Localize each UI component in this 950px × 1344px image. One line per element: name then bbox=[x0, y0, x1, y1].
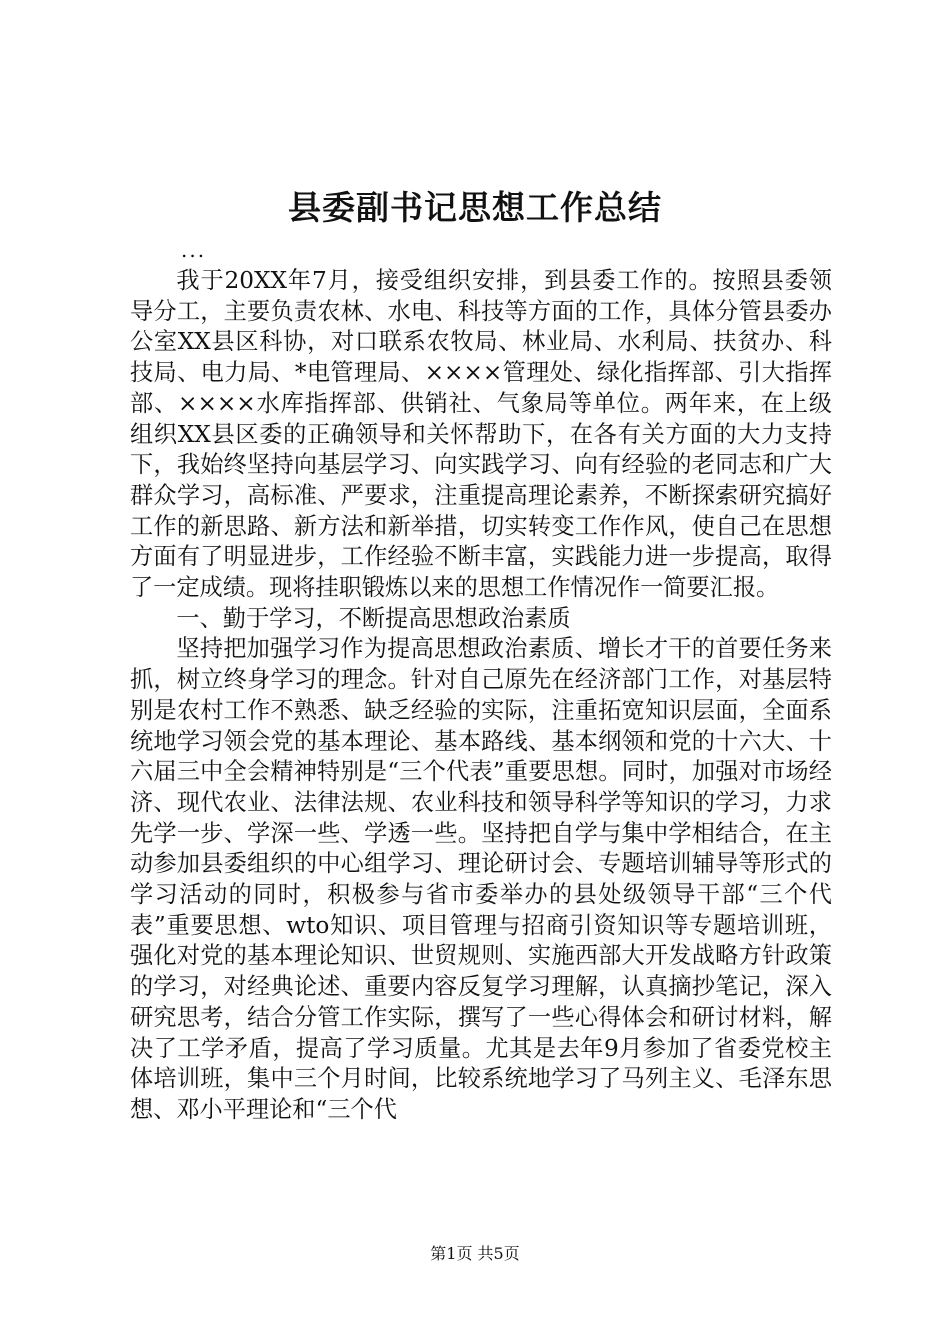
paragraph-study: 坚持把加强学习作为提高思想政治素质、增长才干的首要任务来抓，树立终身学习的理念。针对自己原先在经济部门工作，对基层特别是农村工作不熟悉、缺乏经验的实际，注重拓宽知识层面，全面系统地学习领会党的基本理论、基本路线、基本纲领和党的十六大、十六届三中全会精神特别是“三个代表”重要思想。同时，加强对市场经济、现代农业、法律法规、农业科技和领导科学等知识的学习，力求先学一步、学深一些、学透一些。坚持把自学与集中学相结合，在主动参加县委组织的中心组学习、理论研讨会、专题培训辅导等形式的学习活动的同时，积极参与省市委举办的县处级领导干部“三个代表”重要思想、wto知识、项目管理与招商引资知识等专题培训班，强化对党的基本理论知识、世贸规则、实施西部大开发战略方针政策的学习，对经典论述、重要内容反复学习理解，认真摘抄笔记，深入研究思考，结合分管工作实际，撰写了一些心得体会和研讨材料，解决了工学矛盾，提高了学习质量。尤其是去年9月参加了省委党校主体培训班，集中三个月时间，比较系统地学习了马列主义、毛泽东思想、邓小平理论和“三个代 bbox=[130, 635, 832, 1123]
ellipsis-marker: ... bbox=[181, 238, 207, 262]
paragraph-intro: 我于20XX年7月，接受组织安排，到县委工作的。按照县委领导分工，主要负责农林、水电、科技等方面的工作，具体分管县委办公室XX县区科协，对口联系农牧局、林业局、水利局、扶贫办、科技局、电力局、*电管理局、××××管理处、绿化指挥部、引大指挥部、××××水库指挥部、供销社、气象局等单位。两年来，在上级组织XX县区委的正确领导和关怀帮助下，在各有关方面的大力支持下，我始终坚持向基层学习、向实践学习、向有经验的老同志和广大群众学习，高标准、严要求，注重提高理论素养，不断探索研究搞好工作的新思路、新方法和新举措，切实转变工作作风，使自己在思想方面有了明显进步，工作经验不断丰富，实践能力进一步提高，取得了一定成绩。现将挂职锻炼以来的思想工作情况作一简要汇报。 bbox=[130, 267, 832, 602]
section-heading-1: 一、勤于学习，不断提高思想政治素质 bbox=[176, 604, 571, 632]
page-number-footer: 第1页 共5页 bbox=[430, 1244, 520, 1263]
document-body bbox=[130, 266, 832, 1126]
document-title: 县委副书记思想工作总结 bbox=[288, 188, 662, 227]
